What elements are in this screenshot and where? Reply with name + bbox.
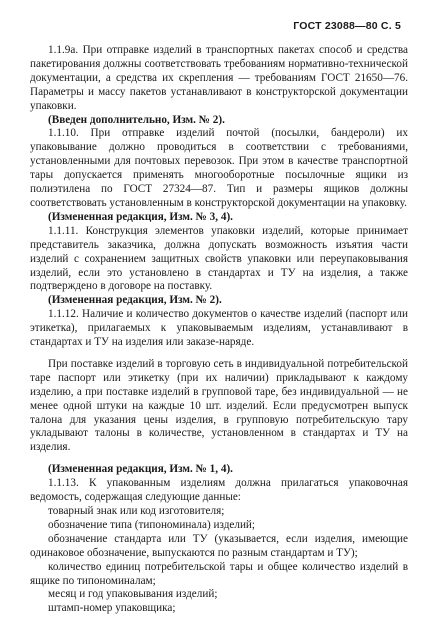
amendment-note: (Введен дополнительно, Изм. № 2). — [48, 113, 225, 126]
clause-1-1-12-continuation: При поставке изделий в торговую сеть в индивидуальной потребительской таре паспорт или этикетку (при их наличии) прикладывают к каждому изделию, а при поставке изделий в групповой таре, без индивидуальной — не менее одной штуки на каждые 10 шт. изделий. Если предусмотрен выпуск талона для указания цены изделия, в групповую потребительскую тару укладывают талоны в количестве, установленном в стандартах и ТУ на изделия. — [30, 357, 408, 454]
list-item: обозначение типа (типономинала) изделий; — [48, 518, 256, 531]
clause-1-1-10: 1.1.10. При отправке изделий почтой (посылки, бандероли) их упаковывание должно проводиться в соответствии с требованиями, установленными для почтовых перевозок. При этом в качестве транспортной тары допускается применять многооборотные посылочные ящики из полиэтилена по ГОСТ 27324—87. Тип и размеры ящиков должны соответствовать установленным в конструкторской документации на упаковку. — [30, 127, 408, 209]
clause-1-1-9a: 1.1.9а. При отправке изделий в транспортных пакетах способ и средства пакетирования должны соответствовать требованиям нормативно-технической документации, а средства их скрепления — требованиям ГОСТ 21650—76. Параметры и массу пакетов устанавливают в конструкторской документации упаковки. — [30, 44, 408, 112]
amendment-note: (Измененная редакция, Изм. № 3, 4). — [48, 210, 233, 223]
clause-1-1-13: 1.1.13. К упакованным изделиям должна прилагаться упаковочная ведомость, содержащая следующие данные: — [30, 477, 408, 504]
clause-1-1-12: 1.1.12. Наличие и количество документов о качестве изделий (паспорт или этикетка), прилагаемых к упаковываемым изделиям, устанавливают в стандартах и ТУ на изделия или заказе-наряде. — [30, 308, 408, 349]
list-item: товарный знак или код изготовителя; — [48, 505, 225, 517]
document-body — [30, 44, 408, 616]
clause-1-1-11: 1.1.11. Конструкция элементов упаковки изделий, которые принимает представитель заказчика, должна допускать возможность изъятия части изделий с сохранением защитных свойств упаковки или переупаковывания изделий, если это установлено в стандартах и ТУ на изделия, а также подтверждено в договоре на поставку. — [30, 224, 408, 293]
amendment-note: (Измененная редакция, Изм. № 2). — [48, 294, 222, 307]
list-item: обозначение стандарта или ТУ (указывается, если изделия, имеющие одинаковое обозначение, выпускаются по разным стандартам и ТУ); — [30, 532, 408, 559]
running-header: ГОСТ 23088—80 С. 5 — [293, 20, 401, 32]
list-item: количество единиц потребительской тары и общее количество изделий в ящике по типономиналам; — [30, 560, 408, 587]
list-item: месяц и год упаковывания изделий; — [48, 588, 218, 601]
amendment-note: (Измененная редакция, Изм. № 1, 4). — [48, 463, 233, 476]
list-item: штамп-номер упаковщика; — [48, 602, 176, 615]
